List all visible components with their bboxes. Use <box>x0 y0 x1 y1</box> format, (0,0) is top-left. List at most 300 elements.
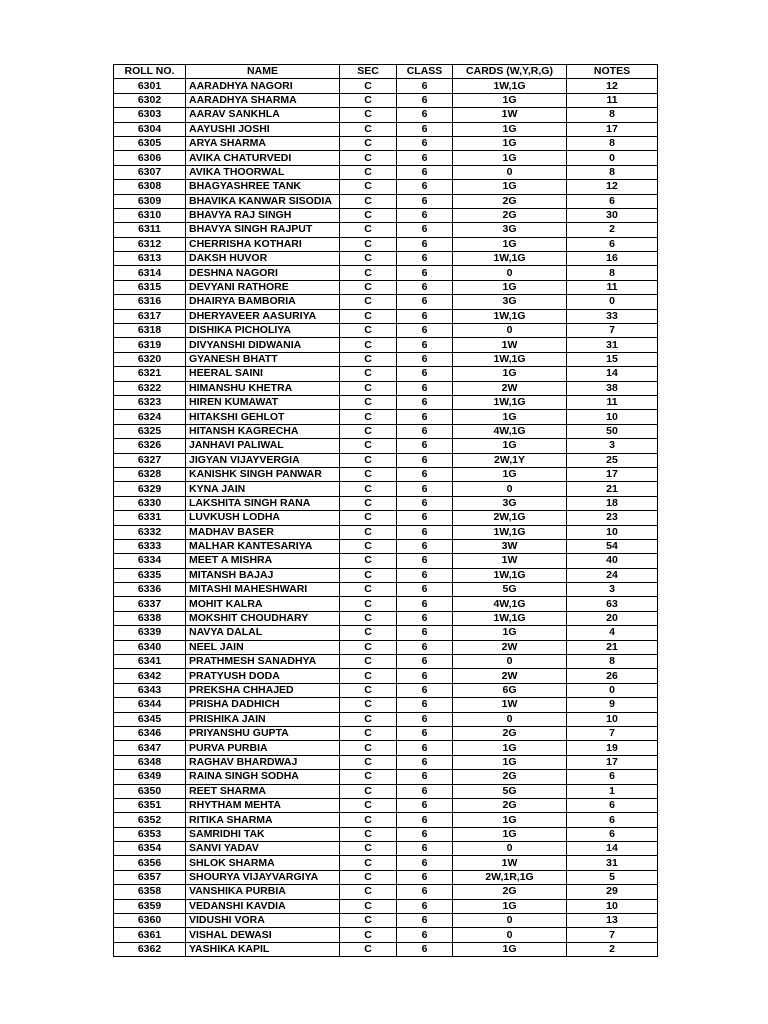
class-cell: 6 <box>397 381 453 395</box>
table-row <box>114 885 658 899</box>
name-cell: LUVKUSH LODHA <box>186 511 340 525</box>
name-cell: RAINA SINGH SODHA <box>186 770 340 784</box>
class-cell: 6 <box>397 108 453 122</box>
sec-cell: C <box>340 367 397 381</box>
sec-cell: C <box>340 381 397 395</box>
class-cell: 6 <box>397 712 453 726</box>
sec-cell: C <box>340 223 397 237</box>
notes-cell: 31 <box>567 338 658 352</box>
name-cell: AAYUSHI JOSHI <box>186 122 340 136</box>
cards-cell: 1G <box>453 741 567 755</box>
name-cell: GYANESH BHATT <box>186 352 340 366</box>
name-cell: DIVYANSHI DIDWANIA <box>186 338 340 352</box>
name-cell: BHAGYASHREE TANK <box>186 180 340 194</box>
name-cell: SANVI YADAV <box>186 842 340 856</box>
table-row <box>114 539 658 553</box>
sec-cell: C <box>340 842 397 856</box>
table-row <box>114 295 658 309</box>
sec-cell: C <box>340 698 397 712</box>
table-row <box>114 899 658 913</box>
name-cell: VEDANSHI KAVDIA <box>186 899 340 913</box>
table-row <box>114 309 658 323</box>
name-cell: YASHIKA KAPIL <box>186 942 340 956</box>
table-header <box>114 65 658 79</box>
sec-cell: C <box>340 151 397 165</box>
roll-no-cell: 6315 <box>114 280 186 294</box>
name-cell: DESHNA NAGORI <box>186 266 340 280</box>
name-cell: LAKSHITA SINGH RANA <box>186 496 340 510</box>
cards-cell: 6G <box>453 683 567 697</box>
class-cell: 6 <box>397 813 453 827</box>
roll-no-cell: 6307 <box>114 165 186 179</box>
notes-cell: 6 <box>567 813 658 827</box>
roll-no-cell: 6329 <box>114 482 186 496</box>
name-cell: MITASHI MAHESHWARI <box>186 583 340 597</box>
table-row <box>114 741 658 755</box>
name-cell: PRISHIKA JAIN <box>186 712 340 726</box>
name-cell: MEET A MISHRA <box>186 554 340 568</box>
sec-cell: C <box>340 338 397 352</box>
table-row <box>114 669 658 683</box>
cards-cell: 1G <box>453 136 567 150</box>
notes-cell: 50 <box>567 424 658 438</box>
name-cell: PRIYANSHU GUPTA <box>186 726 340 740</box>
notes-cell: 5 <box>567 870 658 884</box>
notes-cell: 10 <box>567 712 658 726</box>
name-header: NAME <box>186 65 340 79</box>
cards-cell: 1W <box>453 108 567 122</box>
table-row <box>114 266 658 280</box>
table-row <box>114 381 658 395</box>
class-cell: 6 <box>397 266 453 280</box>
cards-cell: 2G <box>453 194 567 208</box>
cards-cell: 0 <box>453 928 567 942</box>
sec-cell: C <box>340 942 397 956</box>
notes-cell: 17 <box>567 122 658 136</box>
cards-cell: 2W,1G <box>453 511 567 525</box>
class-cell: 6 <box>397 136 453 150</box>
class-cell: 6 <box>397 482 453 496</box>
name-cell: NEEL JAIN <box>186 640 340 654</box>
class-cell: 6 <box>397 669 453 683</box>
class-cell: 6 <box>397 856 453 870</box>
sec-cell: C <box>340 870 397 884</box>
name-cell: AARADHYA NAGORI <box>186 79 340 93</box>
roll-no-cell: 6360 <box>114 914 186 928</box>
notes-cell: 2 <box>567 942 658 956</box>
cards-cell: 1W,1G <box>453 252 567 266</box>
table-row <box>114 410 658 424</box>
sec-cell: C <box>340 453 397 467</box>
cards-cell: 2G <box>453 885 567 899</box>
class-cell: 6 <box>397 295 453 309</box>
sec-cell: C <box>340 525 397 539</box>
roll-no-cell: 6343 <box>114 683 186 697</box>
sec-cell: C <box>340 511 397 525</box>
name-cell: HIMANSHU KHETRA <box>186 381 340 395</box>
sec-cell: C <box>340 827 397 841</box>
cards-cell: 2G <box>453 208 567 222</box>
class-cell: 6 <box>397 467 453 481</box>
cards-cell: 1G <box>453 180 567 194</box>
class-cell: 6 <box>397 208 453 222</box>
cards-cell: 2W <box>453 640 567 654</box>
class-cell: 6 <box>397 165 453 179</box>
cards-cell: 3W <box>453 539 567 553</box>
name-cell: VIDUSHI VORA <box>186 914 340 928</box>
cards-cell: 1G <box>453 899 567 913</box>
roll-no-cell: 6322 <box>114 381 186 395</box>
roll-no-cell: 6338 <box>114 611 186 625</box>
class-cell: 6 <box>397 928 453 942</box>
notes-header: NOTES <box>567 65 658 79</box>
cards-cell: 1G <box>453 439 567 453</box>
roll-no-cell: 6357 <box>114 870 186 884</box>
table-row <box>114 870 658 884</box>
class-cell: 6 <box>397 511 453 525</box>
sec-cell: C <box>340 856 397 870</box>
sec-cell: C <box>340 899 397 913</box>
class-cell: 6 <box>397 683 453 697</box>
cards-cell: 1G <box>453 813 567 827</box>
cards-cell: 0 <box>453 655 567 669</box>
sec-cell: C <box>340 352 397 366</box>
table-row <box>114 583 658 597</box>
notes-cell: 54 <box>567 539 658 553</box>
notes-cell: 8 <box>567 108 658 122</box>
table-row <box>114 324 658 338</box>
table-row <box>114 928 658 942</box>
roll-no-cell: 6316 <box>114 295 186 309</box>
notes-cell: 33 <box>567 309 658 323</box>
name-cell: AVIKA THOORWAL <box>186 165 340 179</box>
roll-no-cell: 6331 <box>114 511 186 525</box>
sec-header: SEC <box>340 65 397 79</box>
notes-cell: 8 <box>567 165 658 179</box>
roll-no-header: ROLL NO. <box>114 65 186 79</box>
roll-no-cell: 6337 <box>114 597 186 611</box>
table-row <box>114 655 658 669</box>
name-cell: DISHIKA PICHOLIYA <box>186 324 340 338</box>
roll-no-cell: 6317 <box>114 309 186 323</box>
class-cell: 6 <box>397 726 453 740</box>
roll-no-cell: 6334 <box>114 554 186 568</box>
name-cell: SHLOK SHARMA <box>186 856 340 870</box>
roll-no-cell: 6327 <box>114 453 186 467</box>
name-cell: CHERRISHA KOTHARI <box>186 237 340 251</box>
notes-cell: 31 <box>567 856 658 870</box>
sec-cell: C <box>340 626 397 640</box>
notes-cell: 1 <box>567 784 658 798</box>
table-row <box>114 93 658 107</box>
table-row <box>114 79 658 93</box>
cards-cell: 2G <box>453 798 567 812</box>
roll-no-cell: 6309 <box>114 194 186 208</box>
cards-cell: 2G <box>453 726 567 740</box>
roll-no-cell: 6336 <box>114 583 186 597</box>
table-row <box>114 568 658 582</box>
table-row <box>114 942 658 956</box>
table-row <box>114 770 658 784</box>
class-cell: 6 <box>397 180 453 194</box>
table-row <box>114 626 658 640</box>
name-cell: PRISHA DADHICH <box>186 698 340 712</box>
roll-no-cell: 6353 <box>114 827 186 841</box>
sec-cell: C <box>340 237 397 251</box>
cards-cell: 1G <box>453 827 567 841</box>
name-cell: HITAKSHI GEHLOT <box>186 410 340 424</box>
table-row <box>114 367 658 381</box>
roll-no-cell: 6350 <box>114 784 186 798</box>
class-cell: 6 <box>397 439 453 453</box>
table-row <box>114 280 658 294</box>
table-row <box>114 439 658 453</box>
class-cell: 6 <box>397 525 453 539</box>
name-cell: RAGHAV BHARDWAJ <box>186 755 340 769</box>
notes-cell: 12 <box>567 79 658 93</box>
name-cell: PURVA PURBIA <box>186 741 340 755</box>
name-cell: NAVYA DALAL <box>186 626 340 640</box>
roll-no-cell: 6339 <box>114 626 186 640</box>
roll-no-cell: 6354 <box>114 842 186 856</box>
class-cell: 6 <box>397 784 453 798</box>
notes-cell: 10 <box>567 525 658 539</box>
class-cell: 6 <box>397 79 453 93</box>
cards-cell: 0 <box>453 324 567 338</box>
notes-cell: 38 <box>567 381 658 395</box>
sec-cell: C <box>340 583 397 597</box>
cards-cell: 2W <box>453 669 567 683</box>
class-cell: 6 <box>397 885 453 899</box>
name-cell: MITANSH BAJAJ <box>186 568 340 582</box>
cards-cell: 1W,1G <box>453 525 567 539</box>
notes-cell: 7 <box>567 324 658 338</box>
notes-cell: 0 <box>567 683 658 697</box>
cards-cell: 0 <box>453 712 567 726</box>
roll-no-cell: 6323 <box>114 395 186 409</box>
notes-cell: 6 <box>567 827 658 841</box>
cards-cell: 1W,1G <box>453 79 567 93</box>
table-row <box>114 554 658 568</box>
class-cell: 6 <box>397 899 453 913</box>
notes-cell: 18 <box>567 496 658 510</box>
name-cell: PRATYUSH DODA <box>186 669 340 683</box>
name-cell: RHYTHAM MEHTA <box>186 798 340 812</box>
class-cell: 6 <box>397 367 453 381</box>
sec-cell: C <box>340 726 397 740</box>
class-cell: 6 <box>397 352 453 366</box>
cards-cell: 1W <box>453 554 567 568</box>
cards-cell: 2W,1Y <box>453 453 567 467</box>
roll-no-cell: 6352 <box>114 813 186 827</box>
sec-cell: C <box>340 914 397 928</box>
table-row <box>114 180 658 194</box>
class-cell: 6 <box>397 194 453 208</box>
name-cell: KANISHK SINGH PANWAR <box>186 467 340 481</box>
roll-no-cell: 6303 <box>114 108 186 122</box>
notes-cell: 11 <box>567 395 658 409</box>
sec-cell: C <box>340 683 397 697</box>
name-cell: DHERYAVEER AASURIYA <box>186 309 340 323</box>
sec-cell: C <box>340 439 397 453</box>
table-row <box>114 712 658 726</box>
cards-cell: 1W,1G <box>453 611 567 625</box>
notes-cell: 25 <box>567 453 658 467</box>
roll-no-cell: 6321 <box>114 367 186 381</box>
notes-cell: 13 <box>567 914 658 928</box>
sec-cell: C <box>340 108 397 122</box>
cards-cell: 3G <box>453 295 567 309</box>
cards-cell: 1G <box>453 367 567 381</box>
sec-cell: C <box>340 813 397 827</box>
notes-cell: 6 <box>567 798 658 812</box>
roll-no-cell: 6361 <box>114 928 186 942</box>
cards-cell: 2W,1R,1G <box>453 870 567 884</box>
cards-header: CARDS (W,Y,R,G) <box>453 65 567 79</box>
notes-cell: 40 <box>567 554 658 568</box>
cards-cell: 4W,1G <box>453 597 567 611</box>
notes-cell: 10 <box>567 410 658 424</box>
roll-no-cell: 6345 <box>114 712 186 726</box>
table-row <box>114 698 658 712</box>
table-row <box>114 798 658 812</box>
cards-cell: 1G <box>453 626 567 640</box>
class-cell: 6 <box>397 223 453 237</box>
table-row <box>114 122 658 136</box>
notes-cell: 20 <box>567 611 658 625</box>
class-cell: 6 <box>397 698 453 712</box>
notes-cell: 4 <box>567 626 658 640</box>
notes-cell: 23 <box>567 511 658 525</box>
notes-cell: 7 <box>567 928 658 942</box>
roll-no-cell: 6326 <box>114 439 186 453</box>
notes-cell: 21 <box>567 482 658 496</box>
table-row <box>114 784 658 798</box>
table-row <box>114 151 658 165</box>
sec-cell: C <box>340 539 397 553</box>
roll-no-cell: 6335 <box>114 568 186 582</box>
roll-no-cell: 6342 <box>114 669 186 683</box>
roll-no-cell: 6340 <box>114 640 186 654</box>
notes-cell: 8 <box>567 136 658 150</box>
table-row <box>114 827 658 841</box>
roll-no-cell: 6346 <box>114 726 186 740</box>
cards-cell: 1G <box>453 942 567 956</box>
cards-cell: 0 <box>453 842 567 856</box>
roll-no-cell: 6344 <box>114 698 186 712</box>
table-body <box>114 79 658 957</box>
sec-cell: C <box>340 165 397 179</box>
cards-cell: 1G <box>453 93 567 107</box>
roll-no-cell: 6351 <box>114 798 186 812</box>
name-cell: HIREN KUMAWAT <box>186 395 340 409</box>
table-row <box>114 813 658 827</box>
sec-cell: C <box>340 741 397 755</box>
table-row <box>114 640 658 654</box>
roll-no-cell: 6332 <box>114 525 186 539</box>
notes-cell: 6 <box>567 237 658 251</box>
name-cell: SHOURYA VIJAYVARGIYA <box>186 870 340 884</box>
roll-no-cell: 6318 <box>114 324 186 338</box>
name-cell: RITIKA SHARMA <box>186 813 340 827</box>
cards-cell: 1W,1G <box>453 352 567 366</box>
sec-cell: C <box>340 467 397 481</box>
notes-cell: 30 <box>567 208 658 222</box>
cards-cell: 3G <box>453 223 567 237</box>
cards-cell: 1G <box>453 755 567 769</box>
cards-cell: 1G <box>453 410 567 424</box>
class-cell: 6 <box>397 842 453 856</box>
class-cell: 6 <box>397 496 453 510</box>
notes-cell: 3 <box>567 583 658 597</box>
sec-cell: C <box>340 309 397 323</box>
sec-cell: C <box>340 755 397 769</box>
roll-no-cell: 6320 <box>114 352 186 366</box>
notes-cell: 11 <box>567 280 658 294</box>
sec-cell: C <box>340 496 397 510</box>
name-cell: AVIKA CHATURVEDI <box>186 151 340 165</box>
table-row <box>114 511 658 525</box>
sec-cell: C <box>340 324 397 338</box>
name-cell: DAKSH HUVOR <box>186 252 340 266</box>
roll-no-cell: 6310 <box>114 208 186 222</box>
roll-no-cell: 6314 <box>114 266 186 280</box>
notes-cell: 26 <box>567 669 658 683</box>
name-cell: HEERAL SAINI <box>186 367 340 381</box>
class-cell: 6 <box>397 798 453 812</box>
name-cell: SAMRIDHI TAK <box>186 827 340 841</box>
notes-cell: 16 <box>567 252 658 266</box>
cards-cell: 5G <box>453 784 567 798</box>
sec-cell: C <box>340 295 397 309</box>
sec-cell: C <box>340 669 397 683</box>
roll-no-cell: 6306 <box>114 151 186 165</box>
student-cards-table <box>113 64 658 957</box>
roll-no-cell: 6324 <box>114 410 186 424</box>
name-cell: PREKSHA CHHAJED <box>186 683 340 697</box>
sec-cell: C <box>340 770 397 784</box>
table-row <box>114 237 658 251</box>
class-cell: 6 <box>397 539 453 553</box>
roll-no-cell: 6359 <box>114 899 186 913</box>
table-row <box>114 683 658 697</box>
sec-cell: C <box>340 482 397 496</box>
notes-cell: 24 <box>567 568 658 582</box>
name-cell: HITANSH KAGRECHA <box>186 424 340 438</box>
table-row <box>114 453 658 467</box>
class-cell: 6 <box>397 655 453 669</box>
cards-cell: 0 <box>453 914 567 928</box>
name-cell: ARYA SHARMA <box>186 136 340 150</box>
table-row <box>114 467 658 481</box>
class-cell: 6 <box>397 280 453 294</box>
notes-cell: 0 <box>567 295 658 309</box>
table-row <box>114 338 658 352</box>
notes-cell: 3 <box>567 439 658 453</box>
roll-no-cell: 6358 <box>114 885 186 899</box>
name-cell: PRATHMESH SANADHYA <box>186 655 340 669</box>
table-row <box>114 108 658 122</box>
class-cell: 6 <box>397 611 453 625</box>
cards-cell: 1G <box>453 151 567 165</box>
notes-cell: 2 <box>567 223 658 237</box>
cards-cell: 2G <box>453 770 567 784</box>
class-cell: 6 <box>397 568 453 582</box>
notes-cell: 8 <box>567 655 658 669</box>
cards-cell: 1W <box>453 856 567 870</box>
notes-cell: 29 <box>567 885 658 899</box>
class-cell: 6 <box>397 338 453 352</box>
